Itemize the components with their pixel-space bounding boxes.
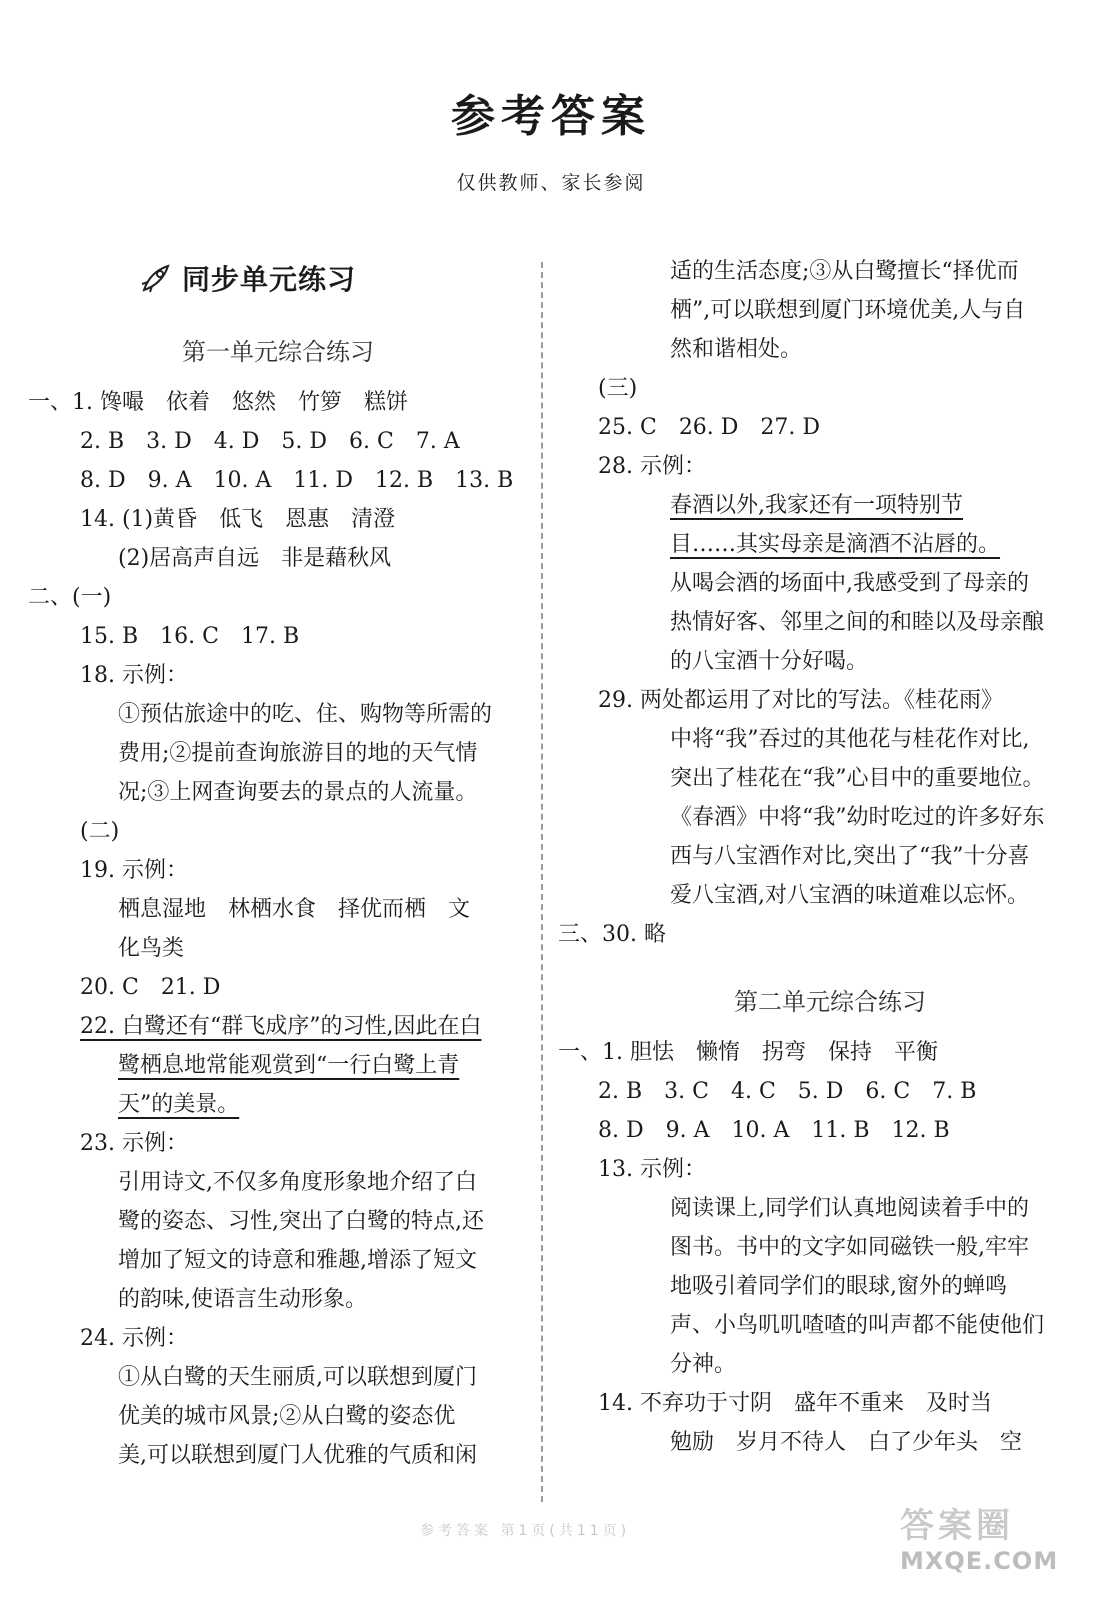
answer-line: 况;③上网查询要去的景点的人流量。: [118, 780, 478, 805]
right-column: [558, 252, 1080, 1462]
answer-line: 分神。: [670, 1352, 737, 1377]
answer-line: 突出了桂花在“我”心目中的重要地位。: [670, 766, 1045, 791]
answer-line: ①预估旅途中的吃、住、购物等所需的: [118, 702, 493, 727]
answer-line: 三、30. 略: [558, 922, 666, 947]
answer-line: 《春酒》中将“我”幼时吃过的许多好东: [670, 805, 1045, 830]
answer-line: (2)居高声自远 非是藉秋风: [118, 546, 392, 571]
answer-line: 2. B 3. D 4. D 5. D 6. C 7. A: [80, 429, 460, 454]
answer-line: 22. 白鹭还有“群飞成序”的习性,因此在白: [80, 1014, 482, 1039]
answer-line: 13. 示例：: [598, 1157, 706, 1182]
answer-line: 阅读课上,同学们认真地阅读着手中的: [670, 1196, 1029, 1221]
answer-line: 的八宝酒十分好喝。: [670, 649, 869, 674]
answer-line: 春酒以外,我家还有一项特别节: [670, 493, 963, 518]
answer-line: 勉励 岁月不待人 白了少年头 空: [670, 1430, 1023, 1455]
page-title: 参考答案: [451, 91, 651, 142]
unit-title-2: 第二单元综合练习: [734, 988, 926, 1016]
answer-line: 声、小鸟叽叽喳喳的叫声都不能使他们: [670, 1313, 1045, 1338]
answer-line: 西与八宝酒作对比,突出了“我”十分喜: [670, 844, 1030, 869]
answer-line: 14. (1)黄昏 低飞 恩惠 清澄: [80, 507, 396, 532]
answer-line: 适的生活态度;③从白鹭擅长“择优而: [670, 259, 1019, 284]
answer-line: 19. 示例：: [80, 858, 188, 883]
section-title: 同步单元练习: [182, 263, 357, 296]
answer-line: 图书。书中的文字如同磁铁一般,牢牢: [670, 1235, 1029, 1260]
answer-line: 24. 示例：: [80, 1326, 188, 1351]
answer-line: 然和谐相处。: [670, 337, 803, 362]
answer-line: 一、1. 馋嘬 依着 悠然 竹箩 糕饼: [28, 390, 408, 415]
answer-line: ①从白鹭的天生丽质,可以联想到厦门: [118, 1365, 477, 1390]
answer-line: 28. 示例：: [598, 454, 706, 479]
answer-line: 爱八宝酒,对八宝酒的味道难以忘怀。: [670, 883, 1029, 908]
answer-line: 25. C 26. D 27. D: [598, 415, 821, 440]
answer-line: 15. B 16. C 17. B: [80, 624, 300, 649]
answer-line: 23. 示例：: [80, 1131, 188, 1156]
answer-line: 二、(一): [28, 585, 112, 610]
answer-line: 14. 不弃功于寸阴 盛年不重来 及时当: [598, 1391, 992, 1416]
answer-line: 增加了短文的诗意和雅趣,增添了短文: [118, 1248, 477, 1273]
answer-line: 从喝会酒的场面中,我感受到了母亲的: [670, 571, 1029, 596]
answer-line: 鹭的姿态、习性,突出了白鹭的特点,还: [118, 1209, 484, 1234]
watermark: [900, 1498, 1090, 1594]
watermark-url: MXQE.COM: [900, 1547, 1059, 1575]
answer-line: 中将“我”吞过的其他花与桂花作对比,: [670, 727, 1030, 752]
answer-line: 20. C 21. D: [80, 975, 221, 1000]
answer-line: 引用诗文,不仅多角度形象地介绍了白: [118, 1170, 477, 1195]
answer-line: 费用;②提前查询旅游目的地的天气情: [118, 741, 478, 766]
column-divider: [541, 262, 543, 1502]
answer-line: 优美的城市风景;②从白鹭的姿态优: [118, 1404, 456, 1429]
answer-line: 热情好客、邻里之间的和睦以及母亲酿: [670, 610, 1045, 635]
answer-line: 2. B 3. C 4. C 5. D 6. C 7. B: [598, 1079, 977, 1104]
answer-line: 一、1. 胆怯 懒惰 拐弯 保持 平衡: [558, 1040, 938, 1065]
unit-title-1: 第一单元综合练习: [182, 338, 374, 366]
answer-line: 化鸟类: [118, 936, 185, 961]
answer-line: 美,可以联想到厦门人优雅的气质和闲: [118, 1443, 477, 1468]
page-subtitle: 仅供教师、家长参阅: [456, 172, 646, 194]
answer-line: (三): [598, 376, 638, 401]
answer-line: 地吸引着同学们的眼球,窗外的蝉鸣: [670, 1274, 1007, 1299]
rocket-icon: [138, 260, 174, 296]
answer-line: 8. D 9. A 10. A 11. D 12. B 13. B: [80, 468, 514, 493]
answer-line: (二): [80, 819, 120, 844]
answer-line: 栖息湿地 林栖水食 择优而栖 文: [118, 897, 471, 922]
answer-line: 天”的美景。: [118, 1092, 240, 1117]
left-column: [28, 252, 528, 1475]
section-header: [138, 252, 528, 304]
answer-line: 18. 示例：: [80, 663, 188, 688]
answer-line: 的韵味,使语言生动形象。: [118, 1287, 367, 1312]
answer-line: 29. 两处都运用了对比的写法。《桂花雨》: [598, 688, 1003, 713]
answer-line: 栖”,可以联想到厦门环境优美,人与自: [670, 298, 1026, 323]
answer-line: 8. D 9. A 10. A 11. B 12. B: [598, 1118, 950, 1143]
answer-line: 目……其实母亲是滴酒不沾唇的。: [670, 532, 1001, 557]
answer-line: 鹭栖息地常能观赏到“一行白鹭上青: [118, 1053, 460, 1078]
watermark-logo: 答案圈: [900, 1506, 1014, 1546]
page-footer: 参考答案 第1页(共11页): [420, 1523, 631, 1539]
